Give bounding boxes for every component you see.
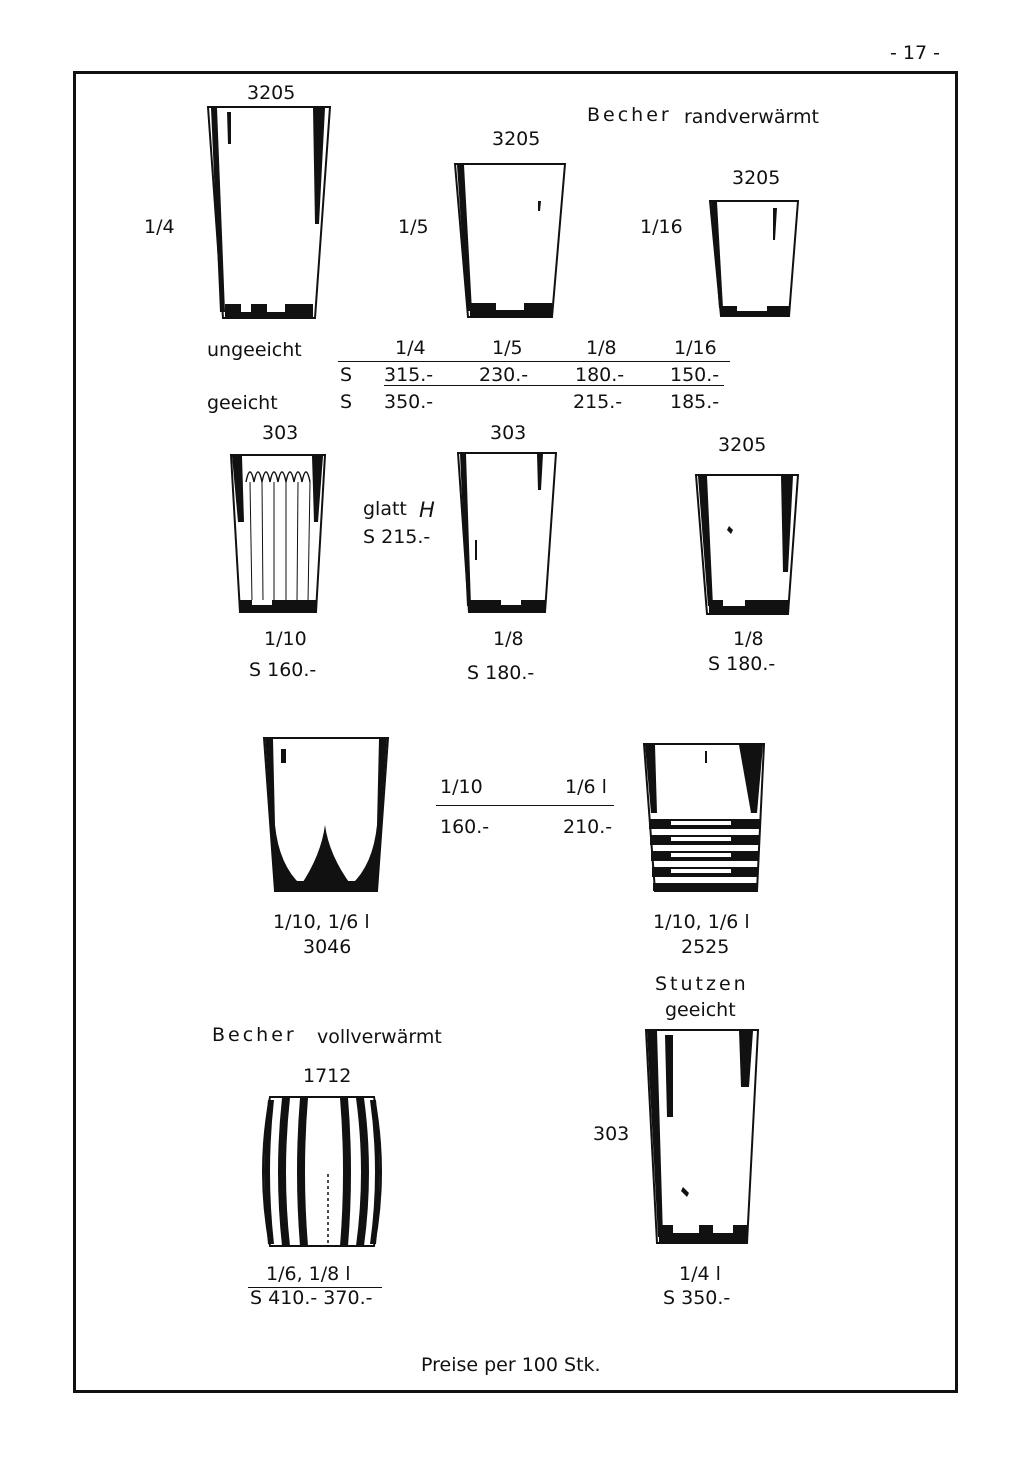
glass-size: 1/4: [144, 216, 175, 238]
price-cell: 180.-: [575, 364, 625, 386]
price-prefix: S: [340, 391, 353, 413]
cut-tumbler-3046-illustration: [261, 735, 391, 895]
glass-number: 3046: [303, 936, 352, 958]
glass-note: glatt: [363, 498, 407, 520]
price-column-header: 1/4: [395, 337, 426, 359]
page-number: - 17 -: [890, 42, 940, 64]
glass-size: 1/8: [733, 628, 764, 650]
price-cell: 350.-: [384, 391, 434, 413]
tumbler-illustration: [455, 450, 559, 616]
table-rule: [338, 361, 730, 362]
glass-sizes: 1/6, 1/8 l: [266, 1263, 351, 1285]
stutzen-title: Stutzen: [655, 973, 749, 995]
glass-number: 3205: [732, 167, 781, 189]
price-column-header: 1/10: [440, 776, 483, 798]
price-row-label: geeicht: [207, 392, 278, 414]
glass-price: S 350.-: [663, 1287, 731, 1309]
glass-number: 2525: [681, 936, 730, 958]
price-footnote: Preise per 100 Stk.: [421, 1354, 601, 1376]
glass-price: S 160.-: [249, 659, 317, 681]
glass-number: 303: [490, 422, 527, 444]
glass-number: 303: [593, 1123, 630, 1145]
glass-number: 3205: [247, 82, 296, 104]
glass-number: 3205: [492, 128, 541, 150]
glass-prices: S 410.- 370.-: [250, 1287, 373, 1309]
section-title-word: Becher: [212, 1024, 297, 1046]
price-cell: 185.-: [670, 391, 720, 413]
section-title-word: Becher: [587, 104, 672, 126]
price-column-header: 1/16: [674, 337, 717, 359]
glass-number: 303: [262, 422, 299, 444]
glass-size: 1/16: [640, 216, 683, 238]
tumbler-illustration: [707, 198, 801, 322]
glass-sizes: 1/10, 1/6 l: [273, 911, 370, 933]
table-rule: [384, 385, 724, 386]
glass-price: S 180.-: [708, 653, 776, 675]
tumbler-illustration: [452, 161, 568, 323]
ringed-tumbler-2525-illustration: [641, 741, 767, 895]
stutzen-glass-illustration: [643, 1027, 761, 1247]
price-cell: 160.-: [440, 816, 490, 838]
glass-number: 1712: [303, 1065, 352, 1087]
section-title-rest: randverwärmt: [684, 106, 819, 128]
glass-note-price: S 215.-: [363, 526, 431, 548]
glass-size: 1/8: [493, 628, 524, 650]
price-prefix: S: [340, 364, 353, 386]
glass-size: 1/10: [264, 628, 307, 650]
table-rule: [436, 805, 614, 806]
price-column-header: 1/8: [586, 337, 617, 359]
price-cell: 210.-: [563, 816, 613, 838]
tumbler-illustration: [205, 104, 333, 324]
fluted-tumbler-illustration: [228, 452, 328, 616]
price-cell: 230.-: [479, 364, 529, 386]
glass-note-mark: H: [419, 498, 435, 522]
price-column-header: 1/5: [492, 337, 523, 359]
glass-size: 1/4 l: [679, 1263, 721, 1285]
glass-number: 3205: [718, 434, 767, 456]
price-cell: 315.-: [384, 364, 434, 386]
price-cell: 150.-: [670, 364, 720, 386]
glass-price: S 180.-: [467, 662, 535, 684]
section-title-rest: vollverwärmt: [317, 1026, 442, 1048]
price-row-label: ungeeicht: [207, 339, 302, 361]
glass-size: 1/5: [398, 216, 429, 238]
glass-sizes: 1/10, 1/6 l: [653, 911, 750, 933]
price-column-header: 1/6 l: [565, 776, 607, 798]
stutzen-subtitle: geeicht: [665, 999, 736, 1021]
tumbler-illustration: [693, 472, 801, 618]
ribbed-tumbler-illustration: [258, 1094, 386, 1250]
price-cell: 215.-: [573, 391, 623, 413]
